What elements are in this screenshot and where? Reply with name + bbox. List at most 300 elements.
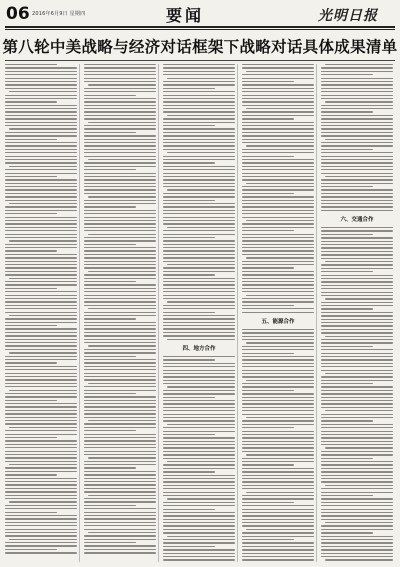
text-line: [84, 539, 156, 540]
text-line: [84, 257, 156, 258]
text-line: [5, 349, 77, 350]
text-line: [321, 325, 393, 326]
text-line: [321, 370, 393, 371]
text-line: [242, 189, 314, 190]
text-line: [5, 247, 77, 248]
text-line: [84, 189, 156, 190]
text-line: [5, 189, 77, 190]
text-line: [5, 173, 77, 174]
text-line: [242, 91, 314, 92]
text-line: [163, 542, 235, 543]
text-line: [84, 142, 156, 143]
text-line: [5, 373, 77, 374]
text-line: [163, 403, 235, 404]
text-line: [321, 173, 393, 174]
text-line: [321, 542, 393, 543]
text-line: [321, 414, 393, 415]
text-line: [321, 363, 393, 364]
text-line: [321, 420, 373, 421]
text-line: [321, 312, 393, 313]
text-line: [5, 105, 77, 106]
text-line: [325, 373, 393, 374]
text-line: [321, 397, 393, 398]
text-line: [242, 539, 294, 540]
text-line: [9, 278, 77, 279]
text-line: [84, 373, 156, 374]
text-line: [167, 461, 235, 462]
text-line: [5, 169, 77, 170]
text-line: [88, 383, 156, 384]
text-line: [321, 451, 393, 452]
text-line: [5, 213, 57, 214]
text-line: [242, 244, 314, 245]
text-line: [5, 335, 77, 336]
text-line: [163, 495, 235, 496]
text-line: [9, 128, 77, 129]
text-line: [84, 230, 156, 231]
text-line: [167, 386, 235, 387]
text-line: [242, 247, 314, 248]
text-line: [163, 410, 235, 411]
text-line: [163, 213, 235, 214]
text-line: [321, 546, 393, 547]
text-line: [242, 515, 314, 516]
text-line: [84, 128, 156, 129]
text-line: [5, 545, 77, 546]
text-line: [84, 376, 156, 377]
text-line: [246, 492, 314, 493]
text-line: [242, 156, 294, 157]
text-line: [321, 71, 393, 72]
text-line: [9, 315, 77, 316]
text-line: [84, 369, 156, 370]
text-line: [321, 488, 393, 489]
text-line: [5, 512, 57, 513]
text-line: [5, 281, 77, 282]
text-line: [84, 115, 156, 116]
text-line: [242, 458, 314, 459]
text-line: [242, 206, 314, 207]
text-line: [163, 335, 235, 336]
text-line: [5, 237, 77, 238]
text-line: [84, 71, 156, 72]
text-line: [84, 393, 136, 394]
text-line: [5, 529, 77, 530]
text-line: [242, 403, 314, 404]
text-line: [84, 186, 156, 187]
text-line: [88, 234, 156, 235]
text-line: [9, 539, 77, 540]
text-line: [163, 118, 235, 119]
text-line: [84, 312, 156, 313]
text-line: [321, 84, 393, 85]
text-line: [242, 139, 314, 140]
text-line: [242, 237, 314, 238]
text-line: [321, 278, 393, 279]
text-line: [321, 400, 393, 401]
text-line: [84, 444, 156, 445]
text-line: [163, 318, 235, 319]
text-line: [84, 484, 156, 485]
text-line: [84, 322, 156, 323]
text-line: [167, 301, 235, 302]
text-line: [5, 525, 77, 526]
text-line: [163, 485, 235, 486]
text-line: [242, 353, 294, 354]
text-line: [321, 454, 393, 455]
text-line: [321, 393, 393, 394]
text-line: [321, 268, 393, 269]
text-line: [84, 396, 156, 397]
text-line: [5, 406, 77, 407]
text-line: [5, 420, 77, 421]
text-line: [5, 74, 77, 75]
text-line: [163, 200, 215, 201]
text-line: [321, 98, 393, 99]
text-line: [163, 380, 235, 381]
text-line: [5, 145, 77, 146]
text-line: [325, 336, 393, 337]
text-line: [321, 315, 393, 316]
text-line: [5, 413, 77, 414]
text-line: [84, 478, 156, 479]
text-line: [84, 390, 156, 391]
text-line: [321, 386, 393, 387]
text-line: [84, 403, 156, 404]
text-line: [5, 254, 77, 255]
text-line: [321, 346, 373, 347]
text-line: [163, 471, 215, 472]
text-line: [242, 400, 314, 401]
text-line: [242, 98, 314, 99]
text-line: [163, 559, 235, 560]
text-line: [163, 162, 215, 163]
text-line: [163, 539, 235, 540]
text-line: [84, 362, 156, 363]
text-line: [163, 312, 215, 313]
text-line: [242, 74, 314, 75]
newspaper-logo: 光明日报: [318, 8, 378, 24]
text-line: [84, 206, 136, 207]
text-line: [84, 193, 156, 194]
text-line: [163, 261, 235, 262]
text-line: [5, 98, 77, 99]
text-line: [242, 475, 314, 476]
text-line: [5, 481, 77, 482]
text-line: [325, 176, 393, 177]
text-line: [5, 244, 77, 245]
text-line: [321, 128, 393, 129]
text-line: [5, 488, 77, 489]
text-line: [242, 383, 314, 384]
text-line: [242, 271, 314, 272]
text-line: [163, 169, 235, 170]
text-line: [84, 366, 156, 367]
text-line: [242, 525, 314, 526]
text-line: [84, 210, 156, 211]
text-line: [163, 434, 215, 435]
text-line: [321, 308, 373, 309]
text-line: [88, 159, 156, 160]
text-line: [242, 166, 314, 167]
text-line: [5, 474, 57, 475]
text-line: [5, 135, 77, 136]
text-line: [242, 336, 314, 337]
text-line: [242, 274, 314, 275]
text-line: [242, 118, 294, 119]
text-line: [163, 250, 235, 251]
text-line: [163, 397, 215, 398]
column-1: [5, 64, 80, 562]
text-line: [84, 291, 156, 292]
text-line: [163, 322, 235, 323]
text-line: [163, 135, 235, 136]
text-line: [84, 278, 156, 279]
text-line: [84, 512, 156, 513]
text-line: [163, 441, 235, 442]
text-line: [5, 64, 57, 65]
text-line: [9, 91, 77, 92]
text-line: [321, 254, 393, 255]
text-line: [163, 173, 235, 174]
text-line: [246, 108, 314, 109]
text-line: [84, 74, 156, 75]
text-line: [84, 237, 156, 238]
text-line: [163, 454, 235, 455]
text-line: [84, 288, 156, 289]
text-line: [321, 471, 393, 472]
text-line: [163, 91, 235, 92]
text-line: [321, 475, 393, 476]
text-line: [163, 431, 235, 432]
text-line: [5, 515, 77, 516]
text-line: [321, 478, 393, 479]
text-line: [88, 196, 156, 197]
text-line: [84, 525, 156, 526]
text-line: [321, 431, 393, 432]
text-line: [321, 529, 393, 530]
text-line: [321, 210, 393, 211]
text-line: [84, 301, 156, 302]
text-line: [5, 101, 57, 102]
text-line: [242, 291, 314, 292]
text-line: [321, 441, 393, 442]
text-line: [167, 264, 235, 265]
text-line: [5, 108, 77, 109]
text-line: [242, 437, 314, 438]
text-line: [84, 437, 156, 438]
text-line: [84, 491, 156, 492]
text-line: [242, 200, 314, 201]
text-line: [163, 139, 235, 140]
text-line: [242, 427, 294, 428]
text-line: [5, 122, 77, 123]
text-line: [84, 284, 156, 285]
text-line: [242, 559, 314, 560]
text-line: [321, 492, 393, 493]
text-line: [242, 284, 314, 285]
text-line: [321, 145, 393, 146]
text-line: [242, 162, 314, 163]
text-line: [5, 369, 77, 370]
text-line: [163, 64, 235, 65]
text-line: [5, 257, 77, 258]
text-line: [163, 176, 235, 177]
text-line: [321, 539, 393, 540]
text-line: [84, 81, 156, 82]
text-line: [242, 481, 314, 482]
text-line: [242, 509, 314, 510]
text-line: [321, 390, 393, 391]
text-line: [5, 461, 77, 462]
text-line: [321, 162, 393, 163]
text-line: [321, 200, 393, 201]
text-line: [5, 295, 77, 296]
text-line: [242, 407, 314, 408]
text-line: [242, 553, 314, 554]
section-subhead: 六、交通合作: [340, 217, 374, 224]
text-line: [242, 312, 314, 313]
text-line: [84, 359, 156, 360]
text-line: [163, 515, 235, 516]
text-line: [321, 88, 393, 89]
text-line: [163, 159, 235, 160]
text-line: [321, 417, 393, 418]
text-line: [84, 203, 156, 204]
text-line: [321, 515, 393, 516]
text-line: [5, 454, 77, 455]
text-line: [242, 414, 314, 415]
text-line: [84, 105, 156, 106]
text-line: [246, 454, 314, 455]
text-line: [84, 400, 156, 401]
text-line: [242, 288, 314, 289]
text-line: [163, 556, 235, 557]
text-line: [242, 451, 314, 452]
masthead: [0, 0, 400, 32]
text-line: [5, 376, 77, 377]
text-line: [5, 267, 77, 268]
text-line: [242, 196, 314, 197]
text-line: [9, 240, 77, 241]
text-line: [242, 230, 294, 231]
text-line: [84, 522, 156, 523]
text-line: [163, 549, 235, 550]
text-line: [321, 532, 373, 533]
text-line: [84, 247, 156, 248]
text-line: [5, 495, 77, 496]
text-line: [84, 315, 156, 316]
text-line: [163, 101, 235, 102]
text-line: [321, 305, 393, 306]
text-line: [242, 67, 314, 68]
text-line: [321, 183, 393, 184]
text-line: [321, 166, 393, 167]
text-line: [5, 393, 77, 394]
text-line: [321, 536, 393, 537]
text-line: [84, 427, 156, 428]
text-line: [88, 271, 156, 272]
text-line: [5, 125, 77, 126]
text-line: [242, 169, 314, 170]
text-line: [5, 200, 77, 201]
text-line: [321, 505, 393, 506]
text-line: [5, 322, 77, 323]
text-line: [5, 183, 77, 184]
text-line: [242, 210, 314, 211]
text-line: [242, 173, 314, 174]
text-line: [163, 179, 235, 180]
text-line: [242, 461, 314, 462]
text-line: [84, 240, 156, 241]
text-line: [163, 407, 235, 408]
text-line: [5, 271, 77, 272]
text-line: [242, 298, 314, 299]
text-line: [88, 308, 156, 309]
text-line: [242, 234, 314, 235]
text-line: [84, 305, 156, 306]
text-line: [5, 478, 77, 479]
text-line: [84, 447, 156, 448]
text-line: [163, 220, 235, 221]
text-line: [163, 393, 235, 394]
text-line: [242, 464, 294, 465]
text-line: [163, 370, 235, 371]
text-line: [5, 206, 77, 207]
text-line: [88, 345, 156, 346]
text-line: [5, 444, 77, 445]
text-line: [163, 451, 235, 452]
text-line: [5, 196, 77, 197]
text-line: [325, 410, 393, 411]
text-line: [163, 502, 235, 503]
text-line: [242, 142, 314, 143]
text-line: [321, 424, 393, 425]
text-line: [84, 318, 136, 319]
text-line: [242, 447, 314, 448]
text-line: [321, 349, 393, 350]
text-line: [5, 250, 57, 251]
text-line: [242, 217, 314, 218]
text-line: [163, 67, 235, 68]
text-line: [5, 362, 57, 363]
text-line: [5, 274, 77, 275]
text-line: [5, 220, 77, 221]
text-line: [163, 284, 235, 285]
text-line: [163, 166, 235, 167]
text-line: [321, 81, 393, 82]
text-line: [163, 278, 235, 279]
text-line: [242, 370, 314, 371]
text-line: [242, 410, 314, 411]
text-line: [163, 295, 235, 296]
text-line: [84, 213, 156, 214]
text-line: [163, 217, 235, 218]
text-line: [84, 162, 156, 163]
text-line: [242, 122, 314, 123]
text-line: [163, 553, 235, 554]
text-line: [163, 478, 235, 479]
text-line: [242, 81, 294, 82]
text-line: [84, 406, 156, 407]
text-line: [163, 230, 235, 231]
text-line: [5, 81, 77, 82]
text-line: [84, 217, 156, 218]
text-line: [242, 397, 314, 398]
text-line: [84, 244, 136, 245]
text-line: [5, 332, 77, 333]
section-subhead: 四、地方合作: [182, 345, 216, 352]
